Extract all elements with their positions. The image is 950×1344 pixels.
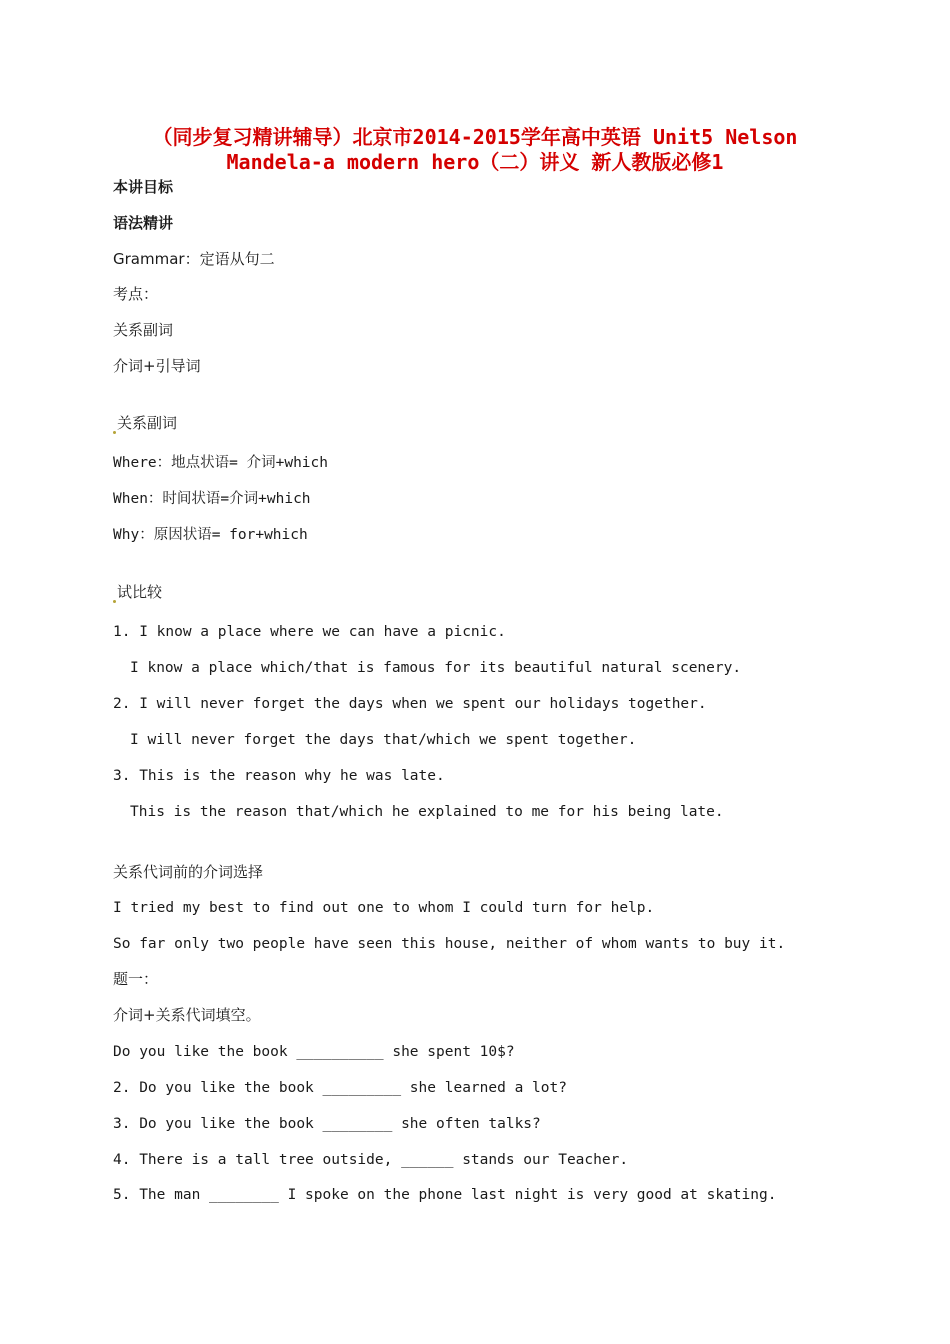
adverb-heading xyxy=(113,413,177,434)
key-points-label: 考点： xyxy=(113,285,159,303)
grammar-heading: 语法精讲 xyxy=(113,214,174,232)
exercise-instruction: 介词+关系代词填空。 xyxy=(113,1006,261,1024)
compare-heading-text: 试比较 xyxy=(117,583,163,601)
grammar-topic: Grammar：定语从句二 xyxy=(113,250,275,268)
goal-heading: 本讲目标 xyxy=(113,178,174,196)
prep-heading: 关系代词前的介词选择 xyxy=(113,863,264,881)
key-point-1: 关系副词 xyxy=(113,321,174,339)
exercise-item-2: 2. Do you like the book _________ she learned a lot? xyxy=(113,1080,567,1096)
adverb-heading-text: 关系副词 xyxy=(117,414,178,432)
exercise-label: 题一： xyxy=(113,970,159,988)
prep-example-1: I tried my best to find out one to whom I could turn for help. xyxy=(113,900,655,916)
adverb-where: Where：地点状语= 介词+which xyxy=(113,455,328,471)
exercise-item-5: 5. The man ________ I spoke on the phone last night is very good at skating. xyxy=(113,1187,777,1203)
compare-sentence-2b: I will never forget the days that/which we spent together. xyxy=(130,732,637,748)
exercise-item-3: 3. Do you like the book ________ she often talks? xyxy=(113,1116,541,1132)
compare-heading xyxy=(113,582,162,603)
bullet-mark-icon xyxy=(113,431,116,434)
compare-sentence-1a: 1. I know a place where we can have a picnic. xyxy=(113,624,506,640)
document-title-line-1: （同步复习精讲辅导）北京市2014-2015学年高中英语 Unit5 Nelson xyxy=(152,125,798,149)
adverb-why: Why：原因状语= for+which xyxy=(113,527,308,543)
prep-example-2: So far only two people have seen this house, neither of whom wants to buy it. xyxy=(113,936,786,952)
bullet-mark-icon xyxy=(113,600,116,603)
compare-sentence-2a: 2. I will never forget the days when we spent our holidays together. xyxy=(113,696,707,712)
compare-sentence-3a: 3. This is the reason why he was late. xyxy=(113,768,445,784)
document-title-line-2: Mandela-a modern hero（二）讲义 新人教版必修1 xyxy=(226,150,724,174)
adverb-when: When：时间状语=介词+which xyxy=(113,491,311,507)
exercise-item-1: Do you like the book __________ she spent 10$? xyxy=(113,1044,515,1060)
exercise-item-4: 4. There is a tall tree outside, ______ stands our Teacher. xyxy=(113,1152,629,1168)
compare-sentence-3b: This is the reason that/which he explained to me for his being late. xyxy=(130,804,724,820)
compare-sentence-1b: I know a place which/that is famous for its beautiful natural scenery. xyxy=(130,660,742,676)
key-point-2: 介词+引导词 xyxy=(113,357,201,375)
